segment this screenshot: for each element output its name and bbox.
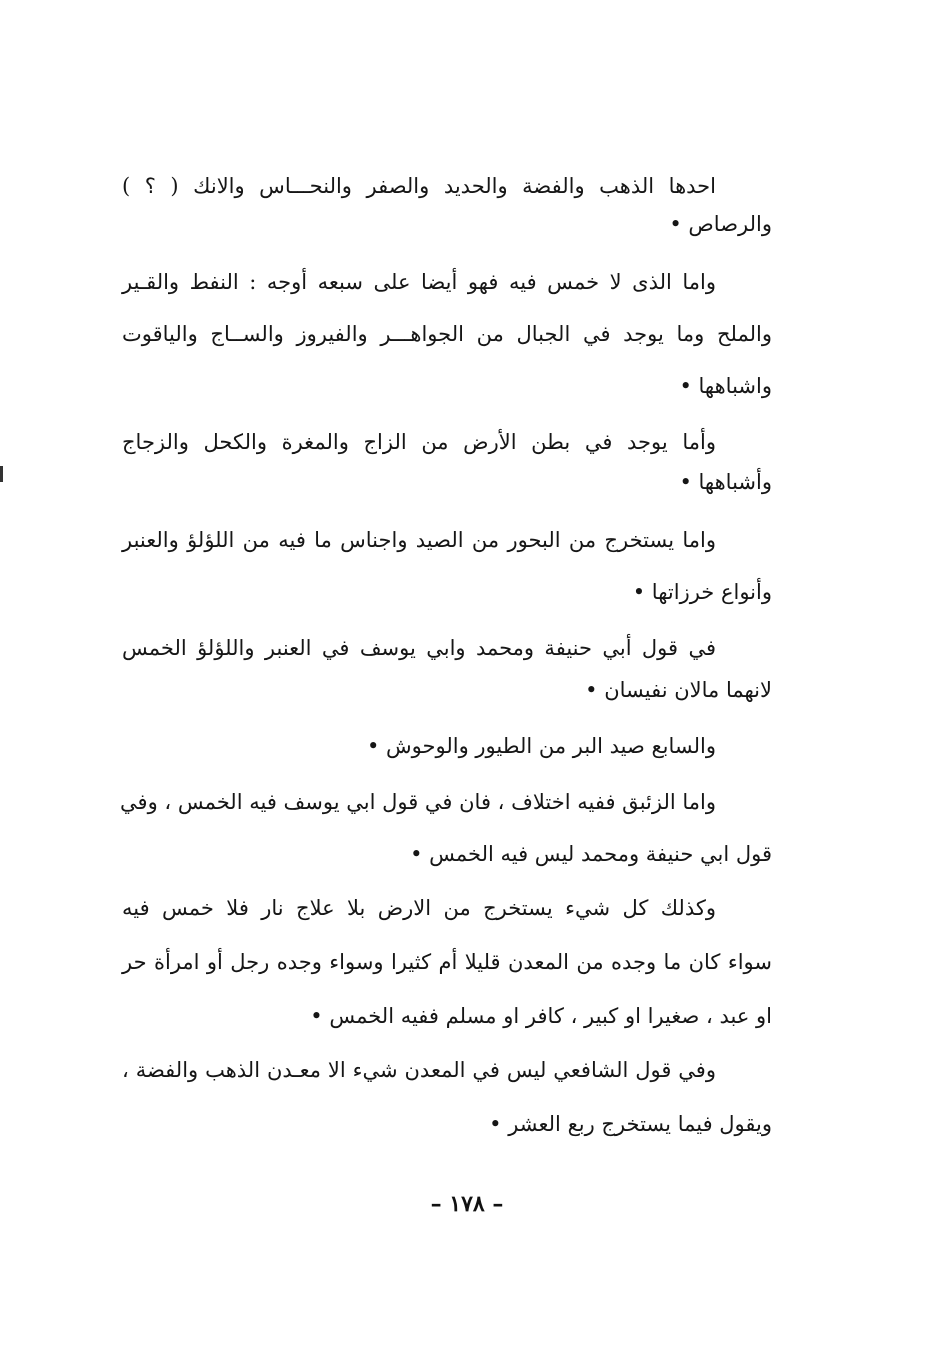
text-line: واما الزئبق ففيه اختلاف ، فان في قول ابي يوسف فيه الخمس ، وفي <box>120 790 716 814</box>
text-line: لانهما مالان نفيسان • <box>585 678 772 702</box>
page-number: – ١٧٨ – <box>430 1191 504 1217</box>
text-line: والسابع صيد البر من الطيور والوحوش • <box>366 734 716 758</box>
text-line: او عبد ، صغيرا او كبير ، كافر او مسلم ففيه الخمس • <box>310 1004 772 1028</box>
text-line: واشباهها • <box>679 374 772 398</box>
text-line: وأنواع خرزاتها • <box>632 580 772 604</box>
text-line: ويقول فيما يستخرج ربع العشر • <box>489 1112 772 1136</box>
text-line: واما الذى لا خمس فيه فهو أيضا على سبعه أوجه : النفط والقـير <box>122 270 716 294</box>
text-line: في قول أبي حنيفة ومحمد وابي يوسف في العنبر واللؤلؤ الخمس <box>122 636 716 660</box>
text-line: والرصاص • <box>669 212 772 236</box>
text-line: واما يستخرج من البحور من الصيد واجناس ما فيه من اللؤلؤ والعنبر <box>122 528 716 552</box>
margin-mark <box>0 466 3 482</box>
text-line: قول ابي حنيفة ومحمد ليس فيه الخمس • <box>410 842 772 866</box>
text-line: وأشباهها • <box>679 470 772 494</box>
text-line: سواء كان ما وجده من المعدن قليلا أم كثيرا وسواء وجده رجل أو امرأة حر <box>122 950 772 974</box>
text-line: وأما يوجد في بطن الأرض من الزاج والمغرة والكحل والزجاج <box>122 430 716 454</box>
text-line: وكذلك كل شيء يستخرج من الارض بلا علاج نار فلا خمس فيه <box>122 896 716 920</box>
text-line: والملح وما يوجد في الجبال من الجواهـــر والفيروز والســاج والياقوت <box>122 322 772 346</box>
text-line: احدها الذهب والفضة والحديد والصفر والنحـــاس والانك ( ؟ ) <box>122 174 716 198</box>
text-line: وفي قول الشافعي ليس في المعدن شيء الا معـدن الذهب والفضة ، <box>122 1058 716 1082</box>
